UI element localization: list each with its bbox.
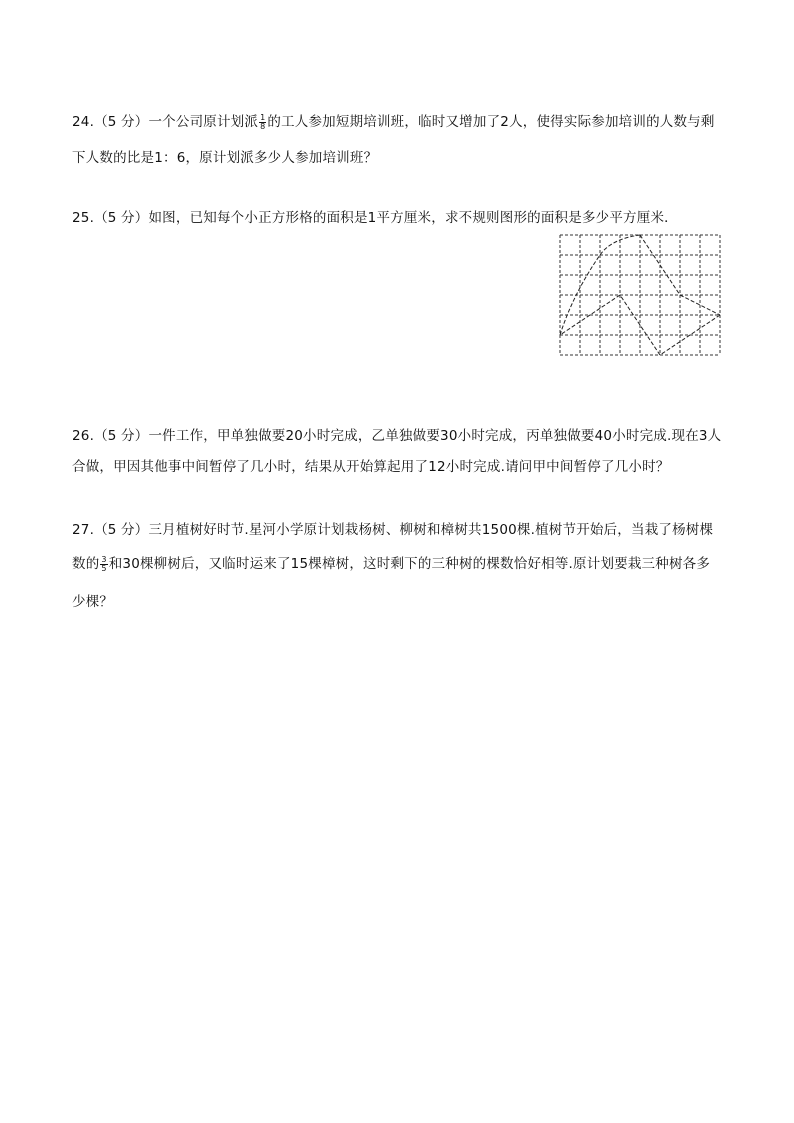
q25-line-1 xyxy=(72,206,678,226)
q27-frac-numerator: 3 xyxy=(101,554,107,564)
q24-line-2: 下人数的比是1：6，原计划派多少人参加培训班？ xyxy=(72,150,378,166)
q24-line-1 xyxy=(72,110,715,131)
q25-score: （5 分） xyxy=(94,210,149,226)
q24-number: 24. xyxy=(72,114,95,130)
q25-number: 25. xyxy=(72,210,95,226)
q27-score: （5 分） xyxy=(94,522,149,538)
q27-frac-denominator: 5 xyxy=(101,563,107,573)
grid-figure xyxy=(559,234,721,356)
q24-frac-numerator: 1 xyxy=(260,112,266,122)
q27-line-3: 少棵？ xyxy=(72,594,114,610)
q26-line-2: 合做，甲因其他事中间暂停了几小时，结果从开始算起用了12小时完成.请问甲中间暂停了几小时？ xyxy=(72,459,670,475)
q24-frac-denominator: 8 xyxy=(260,121,266,131)
q24-fraction xyxy=(259,114,266,131)
q27-text-a: 数的 xyxy=(72,556,100,572)
q27-number: 27. xyxy=(72,522,95,538)
q27-text-b: 和30棵柳树后，又临时运来了15棵樟树，这时剩下的三种树的棵数恰好相等.原计划要栽三种树各多 xyxy=(108,556,711,572)
q26-number: 26. xyxy=(72,428,95,444)
q27-text: 三月植树好时节.星河小学原计划栽杨树、柳树和樟树共1500棵.植树节开始后，当栽了杨树棵 xyxy=(148,522,714,538)
q24-text-b: 的工人参加短期培训班，临时又增加了2人，使得实际参加培训的人数与剩 xyxy=(267,114,715,130)
q27-line-1 xyxy=(72,518,713,538)
q26-score: （5 分） xyxy=(94,428,149,444)
q26-text: 一件工作，甲单独做要20小时完成，乙单独做要30小时完成，丙单独做要40小时完成.现在3人 xyxy=(148,428,722,444)
q24-text-a: 一个公司原计划派 xyxy=(148,114,259,130)
q25-text: 如图，已知每个小正方形格的面积是1平方厘米，求不规则图形的面积是多少平方厘米． xyxy=(148,210,678,226)
q26-line-1 xyxy=(72,424,721,444)
q27-line-2 xyxy=(72,552,710,573)
q27-fraction xyxy=(100,556,107,573)
q24-score: （5 分） xyxy=(94,114,149,130)
